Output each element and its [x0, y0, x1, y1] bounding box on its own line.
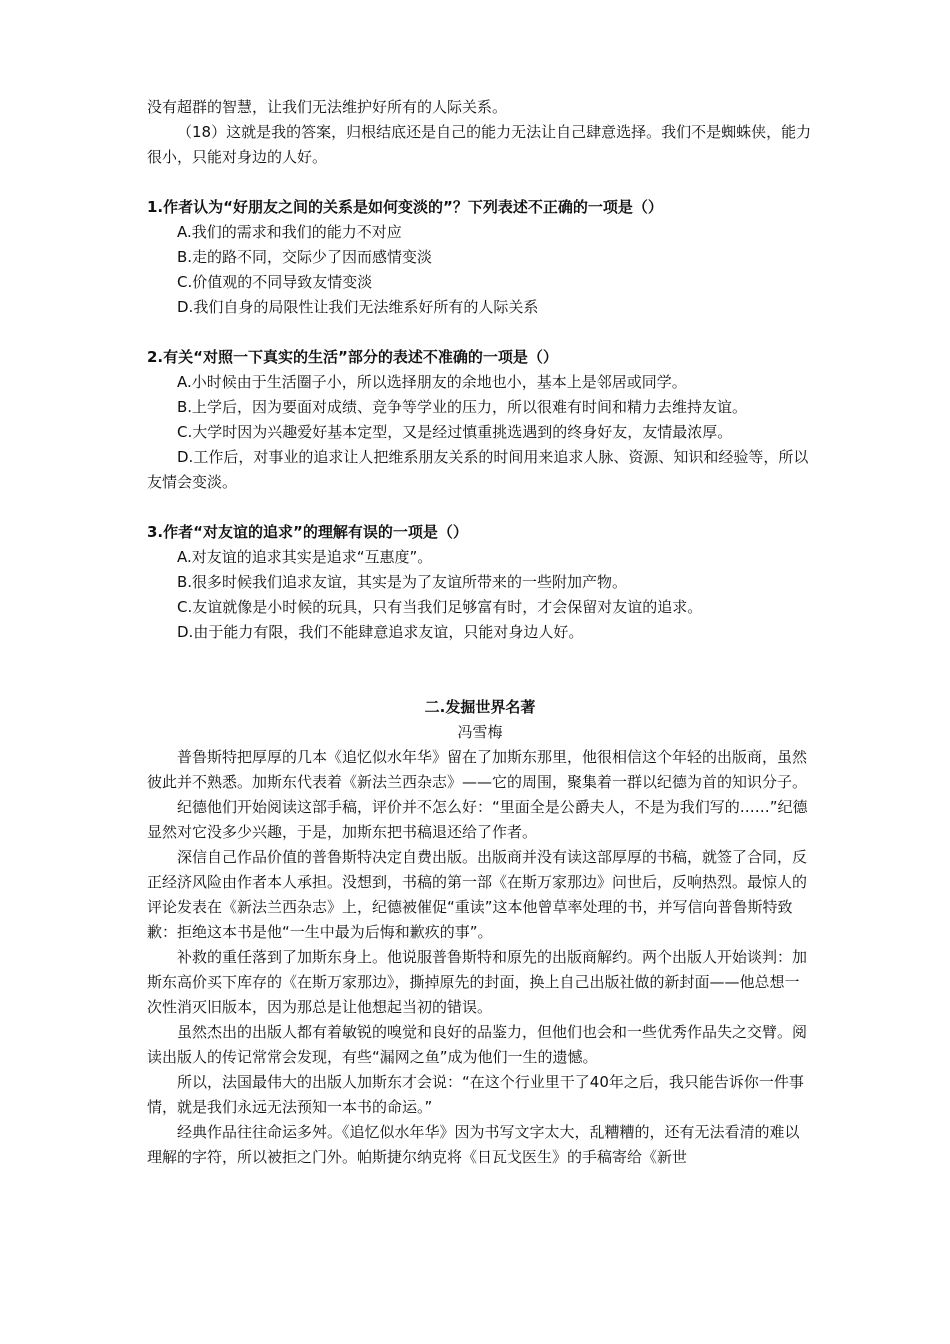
- option-a: A.小时候由于生活圈子小，所以选择朋友的余地也小，基本上是邻居或同学。: [177, 373, 687, 391]
- option-c: C.大学时因为兴趣爱好基本定型，又是经过慎重挑选遇到的终身好友，友情最浓厚。: [177, 423, 733, 441]
- question-1: [147, 195, 813, 320]
- option-d: D.工作后，对事业的追求让人把维系朋友关系的时间用来追求人脉、资源、知识和经验等，所以友情会变淡。: [147, 448, 809, 491]
- article-paragraph: 深信自己作品价值的普鲁斯特决定自费出版。出版商并没有读这部厚厚的书稿，就签了合同，反正经济风险由作者本人承担。没想到，书稿的第一部《在斯万家那边》问世后，反响热烈。最惊人的评论发表在《新法兰西杂志》上，纪德被催促“重读”这本他曾草率处理的书，并写信向普鲁斯特致歉：拒绝这本书是他“一生中最为后悔和歉疚的事”。: [147, 848, 808, 941]
- article-paragraph: 虽然杰出的出版人都有着敏锐的嗅觉和良好的品鉴力，但他们也会和一些优秀作品失之交臂。阅读出版人的传记常常会发现，有些“漏网之鱼”成为他们一生的遗憾。: [147, 1023, 808, 1066]
- question-stem: 2.有关“对照一下真实的生活”部分的表述不准确的一项是（）: [147, 348, 558, 366]
- option-c: C.友谊就像是小时候的玩具，只有当我们足够富有时，才会保留对友谊的追求。: [177, 598, 703, 616]
- intro-line: 没有超群的智慧，让我们无法维护好所有的人际关系。: [147, 98, 508, 116]
- question-stem: 1.作者认为“好朋友之间的关系是如何变淡的”？下列表述不正确的一项是（）: [147, 198, 663, 216]
- article-paragraph: 经典作品往往命运多舛。《追忆似水年华》因为书写文字太大，乱糟糟的，还有无法看清的难以理解的字符，所以被拒之门外。帕斯捷尔纳克将《日瓦戈医生》的手稿寄给《新世: [147, 1123, 800, 1166]
- paragraph-18: （18）这就是我的答案，归根结底还是自己的能力无法让自己肆意选择。我们不是蜘蛛侠，能力很小，只能对身边的人好。: [147, 123, 812, 166]
- question-stem: 3.作者“对友谊的追求”的理解有误的一项是（）: [147, 523, 468, 541]
- option-b: B.走的路不同，交际少了因而感情变淡: [177, 248, 433, 266]
- article-paragraph: 补救的重任落到了加斯东身上。他说服普鲁斯特和原先的出版商解约。两个出版人开始谈判：加斯东高价买下库存的《在斯万家那边》，撕掉原先的封面，换上自己出版社做的新封面——他总想一次性消灭旧版本，因为那总是让他想起当初的错误。: [147, 948, 808, 1016]
- author-name: 冯雪梅: [457, 723, 503, 741]
- article-paragraph: 普鲁斯特把厚厚的几本《追忆似水年华》留在了加斯东那里，他很相信这个年轻的出版商，虽然彼此并不熟悉。加斯东代表着《新法兰西杂志》——它的周围，聚集着一群以纪德为首的知识分子。: [147, 748, 808, 791]
- option-b: B.上学后，因为要面对成绩、竞争等学业的压力，所以很难有时间和精力去维持友谊。: [177, 398, 748, 416]
- option-c: C.价值观的不同导致友情变淡: [177, 273, 373, 291]
- question-3: [147, 520, 813, 645]
- option-d: D.由于能力有限，我们不能肆意追求友谊，只能对身边人好。: [177, 623, 584, 641]
- option-a: A.对友谊的追求其实是追求“互惠度”。: [177, 548, 433, 566]
- option-d: D.我们自身的局限性让我们无法维系好所有的人际关系: [177, 298, 539, 316]
- article-paragraph: 纪德他们开始阅读这部手稿，评价并不怎么好：“里面全是公爵夫人，不是为我们写的……”纪德显然对它没多少兴趣，于是，加斯东把书稿退还给了作者。: [147, 798, 808, 841]
- article-body: [147, 745, 813, 1170]
- option-a: A.我们的需求和我们的能力不对应: [177, 223, 402, 241]
- option-b: B.很多时候我们追求友谊，其实是为了友谊所带来的一些附加产物。: [177, 573, 628, 591]
- document-page: [147, 95, 813, 1170]
- question-2: [147, 345, 813, 495]
- article-paragraph: 所以，法国最伟大的出版人加斯东才会说：“在这个行业里干了40年之后，我只能告诉你一件事情，就是我们永远无法预知一本书的命运。”: [147, 1073, 804, 1116]
- section-title: 二.发掘世界名著: [424, 698, 536, 716]
